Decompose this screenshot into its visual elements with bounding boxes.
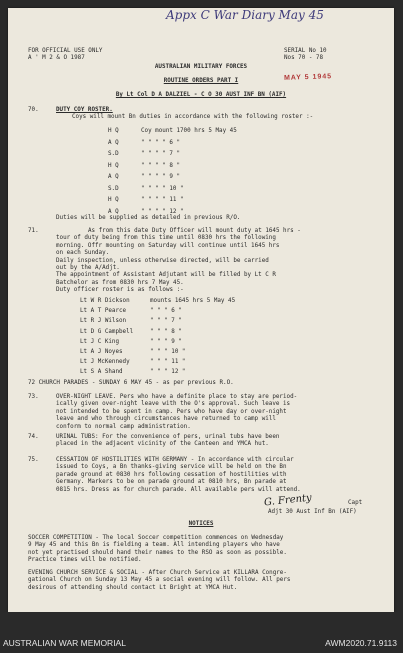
officer-roster-row-detail: " " " 6 " (150, 308, 182, 315)
order-72: 72 CHURCH PARADES - SUNDAY 6 MAY 45 - as per previous R.O. (28, 380, 234, 386)
officer-roster-row-label: Lt A T Pearce (80, 308, 127, 315)
archive-name: AUSTRALIAN WAR MEMORIAL (3, 638, 126, 648)
order-75-line: 0815 hrs. Dress as for church parade. All available pers will attend. (56, 486, 301, 493)
order-71-line: The appointment of Assistant Adjutant will be filled by Lt C R (56, 272, 276, 279)
handwritten-annotation: Appx C War Diary May 45 (166, 8, 324, 22)
order-75-line: Germany. Markers to be on parade ground at 0810 hrs, Bn parade at (56, 479, 287, 486)
duty-roster-row-label: A Q (108, 174, 119, 180)
order-71-line: out by the A/Adjt. (56, 265, 120, 271)
order-74-number: 74. (28, 434, 39, 440)
officer-roster-row-label: Lt R J Wilson (80, 318, 127, 325)
unit-heading: AUSTRALIAN MILITARY FORCES (154, 64, 248, 70)
serial-range: Nos 70 - 78 (284, 55, 324, 61)
order-71-line: tour of duty being from this time until 0830 hrs the following (56, 235, 276, 242)
duty-roster-row-label: H Q (108, 197, 119, 203)
duty-roster-row-label: S.D (108, 151, 119, 157)
church-line: desirous of attending should contact Lt Bright at YMCA Hut. (28, 584, 238, 591)
orders-title: ROUTINE ORDERS PART I (163, 78, 239, 84)
signature-rank: Capt (348, 500, 363, 506)
officer-roster-row-detail: " " " 11 " (150, 359, 186, 366)
church-line: EVENING CHURCH SERVICE & SOCIAL - After Church Service at KILLARA Congre- (28, 570, 287, 576)
archive-footer (0, 612, 403, 653)
officer-roster-row-label: Lt W R Dickson (80, 298, 130, 304)
officer-roster-row-detail: " " " 9 " (150, 338, 182, 345)
order-71-line: on each Sunday. (56, 250, 110, 257)
duty-roster-row-detail: " " " " 12 " (141, 208, 184, 215)
officer-roster-row-label: Lt S A Shand (80, 369, 123, 376)
order-73-line: OVER-NIGHT LEAVE. Pers who have a definite place to stay are period- (56, 394, 298, 400)
duty-roster-row-detail: " " " " 7 " (141, 151, 181, 157)
church-line: gational Church on Sunday 13 May 45 a social evening will follow. All pers (28, 577, 291, 584)
officer-roster-row-detail: " " " 8 " (150, 328, 182, 335)
duty-roster-row-detail: " " " " 8 " (141, 162, 181, 169)
order-75-line: issued to Coys, a Bn thanks-giving service will be held on the Bn (56, 464, 287, 471)
officer-roster-row-detail: mounts 1645 hrs 5 May 45 (150, 298, 236, 304)
duty-roster-row-label: A Q (108, 139, 119, 146)
order-74-line: URINAL TUBS: For the convenience of pers, urinal tubs have been (56, 434, 280, 440)
duty-roster-row-detail: Coy mount 1700 hrs 5 May 45 (141, 128, 237, 134)
duty-roster-row-label: H Q (108, 162, 119, 169)
order-73-line: not intended to be spent in camp. Pers who have day or over-night (56, 408, 287, 415)
by-line: By Lt Col D A DALZIEL - C O 30 AUST INF BN (AIF) (115, 92, 287, 98)
soccer-line: not yet practised should hand their names to the RSO as soon as possible. (28, 549, 287, 556)
order-74-line: placed in the adjacent vicinity of the Canteen and YMCA hut. (56, 441, 269, 448)
order-73-line: leave and who through circumstances have returned to camp will (56, 416, 276, 423)
officer-roster-row-label: Lt A J Noyes (80, 349, 123, 355)
soccer-line: SOCCER COMPETITION - The local Soccer competition commences on Wednesday (28, 535, 284, 541)
duty-roster-row-label: S.D (108, 185, 119, 192)
soccer-line: Practice times will be notified. (28, 557, 142, 564)
order-71-line: Batchelor as from 0830 hrs 7 May 45. (56, 279, 184, 286)
order-71-line: As from this date Duty Officer will mount duty at 1645 hrs - (88, 228, 301, 234)
classification-line-1: FOR OFFICIAL USE ONLY (28, 48, 103, 54)
duty-roster-row-label: A Q (108, 208, 119, 215)
serial-number: SERIAL No 10 (284, 48, 327, 54)
order-73-line: conform to normal camp administration. (56, 423, 191, 430)
order-71-line: Daily inspection, unless otherwise directed, will be carried (56, 257, 269, 264)
order-71-number: 71. (28, 228, 39, 234)
order-70-footer: Duties will be supplied as detailed in previous R/O. (56, 215, 241, 221)
officer-roster-row-label: Lt J C King (80, 338, 120, 345)
officer-roster-row-label: Lt J McKennedy (80, 359, 130, 366)
officer-roster-row-detail: " " " 10 " (150, 349, 186, 355)
order-71-line: Duty officer roster is as follows :- (56, 287, 184, 294)
archive-reference: AWM2020.71.9113 (325, 638, 397, 648)
soccer-line: 9 May 45 and this Bn is fielding a team. All intending players who have (28, 542, 280, 549)
signature: G. Frenty (263, 492, 313, 509)
order-71-line: morning. Offr mounting on Saturday will continue until 1645 hrs (56, 242, 280, 249)
duty-roster-row-label: H Q (108, 128, 119, 134)
order-75-line: parade ground at 0830 hrs following cessation of hostilities with (56, 471, 287, 478)
order-70-heading: DUTY COY ROSTER. (56, 107, 113, 113)
officer-roster-row-detail: " " " 12 " (150, 369, 186, 376)
signature-title: Adjt 30 Aust Inf Bn (AIF) (268, 509, 357, 515)
document-page (8, 8, 394, 612)
notices-title: NOTICES (188, 521, 214, 527)
order-75-number: 75. (28, 457, 39, 463)
officer-roster-row-detail: " " " 7 " (150, 318, 182, 325)
duty-roster-row-detail: " " " " 6 " (141, 139, 181, 146)
order-73-line: ically given over-night leave with the O's approval. Such leave is (56, 401, 291, 408)
duty-roster-row-detail: " " " " 9 " (141, 174, 181, 180)
date-stamp: MAY 5 1945 (283, 73, 333, 82)
order-75-line: CESSATION OF HOSTILITIES WITH GERMANY - In accordance with circular (56, 457, 294, 463)
order-70-number: 70. (28, 107, 39, 113)
order-73-number: 73. (28, 394, 39, 400)
order-70-intro: Coys will mount Bn duties in accordance with the following roster :- (72, 114, 314, 120)
duty-roster-row-detail: " " " " 10 " (141, 185, 184, 192)
duty-roster-row-detail: " " " " 11 " (141, 197, 184, 203)
classification-line-2: A ' M 2 & O 1987 (28, 55, 85, 61)
officer-roster-row-label: Lt D G Campbell (80, 328, 134, 335)
